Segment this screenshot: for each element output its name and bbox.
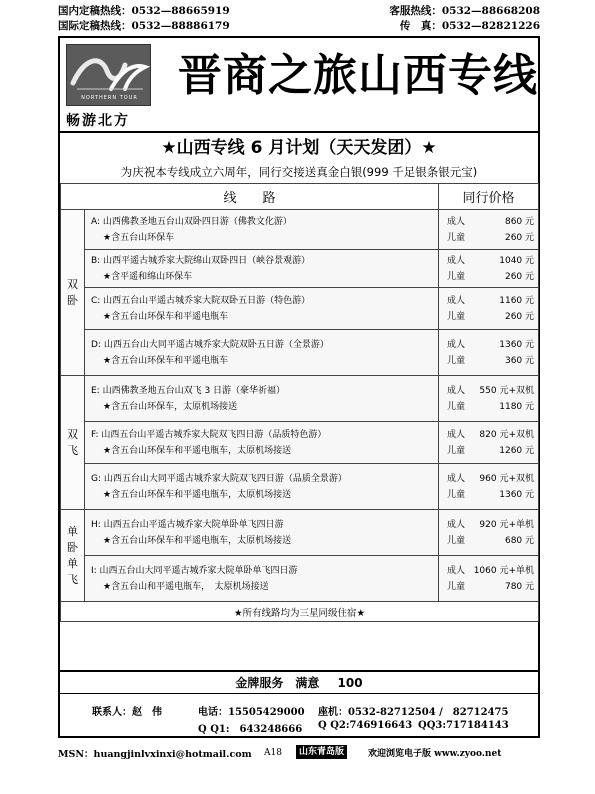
child-price-line [447, 309, 534, 325]
price-cell [439, 376, 539, 422]
table-row [61, 464, 539, 510]
adult-price-line [447, 293, 534, 309]
child-label: 儿童 [447, 355, 466, 366]
child-price-line [447, 533, 534, 549]
route-inclusions: ★含五台山环保车和平遥电瓶车 [103, 311, 229, 322]
price-cell [439, 250, 539, 288]
fax-line: 传 真：0532—82821226 [399, 20, 540, 32]
adult-price-line [447, 563, 534, 579]
child-price-line [447, 487, 534, 503]
route-cell [85, 510, 439, 556]
adult-price: 1360 元 [499, 339, 535, 350]
edition-badge: 山东青岛版 [296, 745, 347, 759]
price-cell [439, 510, 539, 556]
route-name: E: 山西佛教圣地五台山双飞 3 日游（豪华祈福） [91, 385, 286, 396]
price-cell [439, 464, 539, 510]
price-cell [439, 422, 539, 464]
route-inclusions: ★含平遥和绵山环保车 [103, 271, 193, 282]
page-title: 晋商之旅山西专线 [178, 50, 538, 101]
route-cell [85, 250, 439, 288]
table-row [61, 422, 539, 464]
child-price: 260 元 [504, 311, 535, 322]
adult-price: 1040 元 [499, 255, 535, 266]
child-price: 1360 元 [499, 489, 535, 500]
header [60, 38, 538, 133]
plan-title: ★山西专线 6 月计划（天天发团）★ [161, 138, 437, 158]
child-price: 260 元 [504, 271, 535, 282]
route-cell [85, 210, 439, 250]
page-footer [58, 744, 540, 762]
adult-price-line [447, 427, 534, 443]
logo-text: NORTHERN TOUR [81, 95, 138, 101]
route-inclusions: ★含五台山环保车 [103, 232, 175, 243]
child-label: 儿童 [447, 445, 466, 456]
child-price-line [447, 443, 534, 459]
adult-label: 成人 [447, 565, 466, 576]
category-label: 双 飞 [61, 376, 85, 510]
child-label: 儿童 [447, 401, 466, 412]
table-row [61, 330, 539, 376]
adult-price: 920 元+单机 [479, 519, 535, 530]
route-name: D: 山西五台山大同平遥古城乔家大院双卧五日游（全景游） [91, 339, 329, 350]
domestic-hotline: 国内定稿热线：0532—88665919 [58, 5, 230, 17]
child-price: 780 元 [504, 581, 535, 592]
adult-price: 960 元+双机 [479, 473, 535, 484]
table-row [61, 376, 539, 422]
adult-label: 成人 [447, 473, 466, 484]
adult-label: 成人 [447, 255, 466, 266]
route-cell [85, 330, 439, 376]
route-inclusions: ★含五台山环保车，太原机场接送 [103, 401, 238, 412]
website-note: 欢迎浏览电子版 www.zyoo.net [368, 749, 502, 759]
route-inclusions: ★含五台山环保车和平遥电瓶车 [103, 355, 229, 366]
table-row [61, 288, 539, 330]
contact-block [60, 695, 538, 738]
table-row [61, 556, 539, 602]
child-label: 儿童 [447, 311, 466, 322]
category-label: 双 卧 [61, 210, 85, 376]
adult-price-line [447, 517, 534, 533]
flyer-frame [58, 36, 540, 738]
child-label: 儿童 [447, 535, 466, 546]
child-price: 680 元 [504, 535, 535, 546]
child-price-line [447, 399, 534, 415]
route-name: C: 山西五台山平遥古城乔家大院双卧五日游（特色游） [91, 295, 311, 306]
adult-label: 成人 [447, 519, 466, 530]
category-label: 单 卧 单 飞 [61, 510, 85, 602]
table-header-row [61, 184, 539, 210]
adult-label: 成人 [447, 429, 466, 440]
adult-price-line [447, 214, 534, 230]
child-price: 1260 元 [499, 445, 535, 456]
adult-price: 860 元 [504, 216, 535, 227]
route-cell [85, 288, 439, 330]
child-label: 儿童 [447, 271, 466, 282]
child-label: 儿童 [447, 232, 466, 243]
contact-qq2: Q Q2:746916643 [318, 720, 413, 731]
adult-label: 成人 [447, 295, 466, 306]
hotlines [58, 4, 540, 34]
contact-person: 联系人：赵 伟 [92, 707, 162, 718]
contact-qq1: Q Q1: 643248666 [198, 724, 303, 735]
route-inclusions: ★含五台山和平遥电瓶车， 太原机场接送 [103, 581, 269, 592]
service-slogan: 金牌服务 满意 100 [60, 670, 538, 694]
table-row [61, 510, 539, 556]
route-name: B: 山西平遥古城乔家大院绵山双卧四日（峡谷景观游） [91, 255, 311, 266]
route-name: I: 山西五台山大同平遥古城乔家大院单卧单飞四日游 [91, 565, 298, 576]
route-inclusions: ★含五台山环保车和平遥电瓶车，太原机场接送 [103, 445, 292, 456]
adult-label: 成人 [447, 339, 466, 350]
footnote: ★所有线路均为三星同级住宿★ [61, 602, 539, 622]
brand-name: 畅游北方 [66, 113, 130, 129]
child-price-line [447, 230, 534, 246]
adult-price-line [447, 383, 534, 399]
plan-section [60, 133, 538, 670]
adult-price: 1060 元+单机 [473, 565, 535, 576]
page-number: A18 [264, 748, 282, 758]
route-name: F: 山西五台山平遥古城乔家大院双飞四日游（品质特色游） [91, 429, 327, 440]
route-cell [85, 464, 439, 510]
adult-price: 820 元+双机 [479, 429, 535, 440]
child-price: 260 元 [504, 232, 535, 243]
table-row [61, 210, 539, 250]
table-row [61, 250, 539, 288]
service-hotline: 客服热线：0532—88668208 [389, 5, 540, 17]
route-column-header: 线 路 [61, 184, 439, 210]
child-price-line [447, 353, 534, 369]
adult-price: 550 元+双机 [479, 385, 535, 396]
plan-subtitle: 为庆祝本专线成立六周年，同行交接送真金白银(999 千足银条银元宝) [120, 165, 478, 179]
child-label: 儿童 [447, 581, 466, 592]
route-name: H: 山西五台山平遥古城乔家大院单卧单飞四日游 [91, 519, 284, 530]
route-cell [85, 556, 439, 602]
route-inclusions: ★含五台山环保车和平遥电瓶车，太原机场接送 [103, 535, 292, 546]
contact-qq3: QQ3:717184143 [418, 720, 509, 731]
company-logo [66, 44, 151, 106]
route-cell [85, 422, 439, 464]
price-cell [439, 210, 539, 250]
child-price: 1180 元 [499, 401, 535, 412]
contact-phone: 电话：15505429000 [198, 707, 305, 718]
route-name: G: 山西五台山大同平遥古城乔家大院双飞四日游（品质全景游） [91, 473, 347, 484]
adult-label: 成人 [447, 216, 466, 227]
adult-label: 成人 [447, 385, 466, 396]
msn-contact: MSN：huangjinlvxinxi@hotmail.com [58, 749, 252, 760]
adult-price: 1160 元 [499, 295, 535, 306]
child-price-line [447, 579, 534, 595]
intl-hotline: 国际定稿热线：0532—88886179 [58, 20, 230, 32]
adult-price-line [447, 337, 534, 353]
child-price-line [447, 269, 534, 285]
price-cell [439, 556, 539, 602]
footnote-row [61, 602, 539, 622]
adult-price-line [447, 253, 534, 269]
child-price: 360 元 [504, 355, 535, 366]
child-label: 儿童 [447, 489, 466, 500]
contact-landline: 座机：0532-82712504 / 82712475 [318, 707, 509, 718]
route-inclusions: ★含五台山环保车和平遥电瓶车，太原机场接送 [103, 489, 292, 500]
price-cell [439, 330, 539, 376]
routes-table [60, 183, 539, 622]
route-name: A: 山西佛教圣地五台山双卧四日游（佛教文化游） [91, 216, 292, 227]
price-cell [439, 288, 539, 330]
adult-price-line [447, 471, 534, 487]
route-cell [85, 376, 439, 422]
price-column-header: 同行价格 [439, 184, 539, 210]
